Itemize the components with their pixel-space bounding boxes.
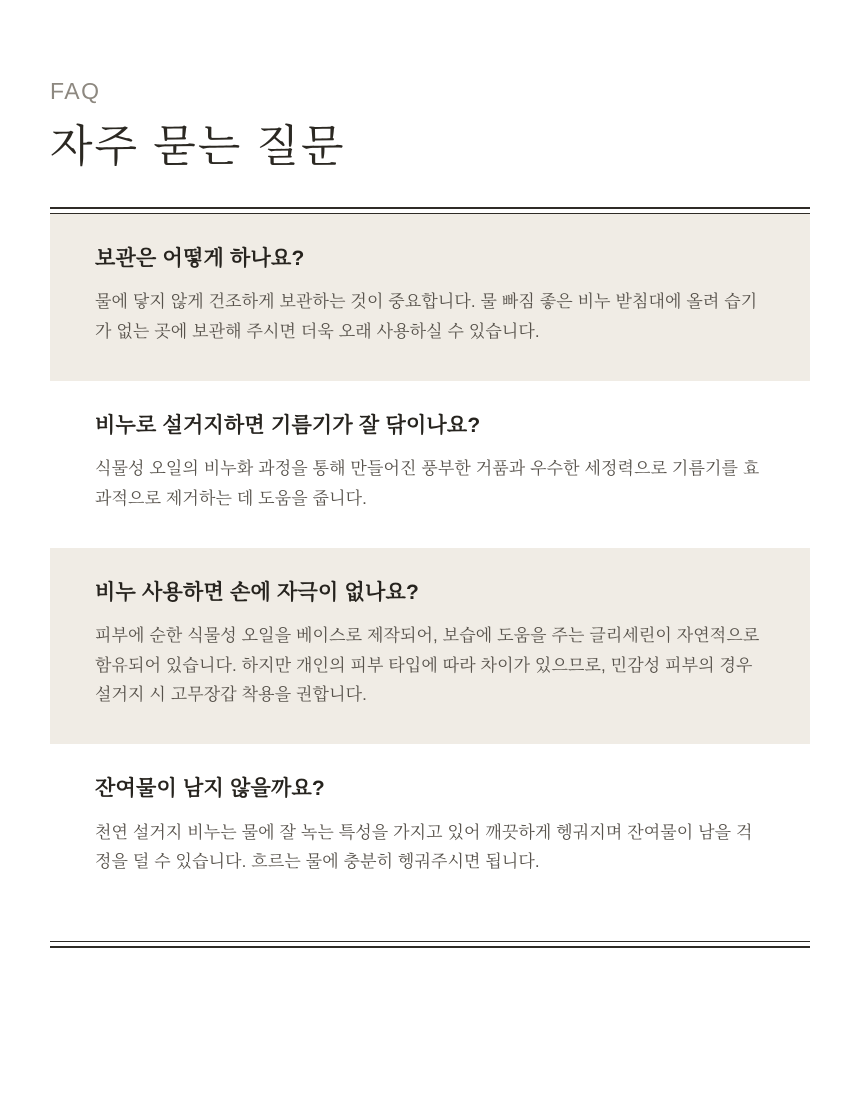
- faq-question: 보관은 어떻게 하나요?: [95, 246, 305, 270]
- faq-item[interactable]: [50, 381, 810, 548]
- faq-answer: 피부에 순한 식물성 오일을 베이스로 제작되어, 보습에 도움을 주는 글리세린이 자연적으로 함유되어 있습니다. 하지만 개인의 피부 타입에 따라 차이가 있으므로, 민감성 피부의 경우 설거지 시 고무장갑 착용을 권합니다.: [95, 625, 760, 705]
- faq-answer: 식물성 오일의 비누화 과정을 통해 만들어진 풍부한 거품과 우수한 세정력으로 기름기를 효과적으로 제거하는 데 도움을 줍니다.: [95, 459, 760, 508]
- faq-list: [50, 214, 810, 911]
- faq-question: 비누로 설거지하면 기름기가 잘 닦이나요?: [95, 413, 481, 437]
- page-title: 자주 묻는 질문: [50, 121, 346, 171]
- divider-top: [50, 207, 810, 214]
- faq-answer: 천연 설거지 비누는 물에 잘 녹는 특성을 가지고 있어 깨끗하게 헹궈지며 잔여물이 남을 걱정을 덜 수 있습니다. 흐르는 물에 충분히 헹궈주시면 됩니다.: [95, 822, 753, 872]
- faq-item[interactable]: [50, 548, 810, 745]
- faq-item[interactable]: [50, 214, 810, 381]
- page-eyebrow: FAQ: [50, 78, 101, 104]
- faq-question: 잔여물이 남지 않을까요?: [95, 777, 325, 801]
- faq-header: [50, 0, 810, 175]
- divider-bottom: [50, 941, 810, 948]
- faq-answer: 물에 닿지 않게 건조하게 보관하는 것이 중요합니다. 물 빠짐 좋은 비누 받침대에 올려 습기가 없는 곳에 보관해 주시면 더욱 오래 사용하실 수 있습니다.: [95, 292, 758, 341]
- faq-question: 비누 사용하면 손에 자극이 없나요?: [95, 580, 419, 604]
- faq-item[interactable]: [50, 744, 810, 911]
